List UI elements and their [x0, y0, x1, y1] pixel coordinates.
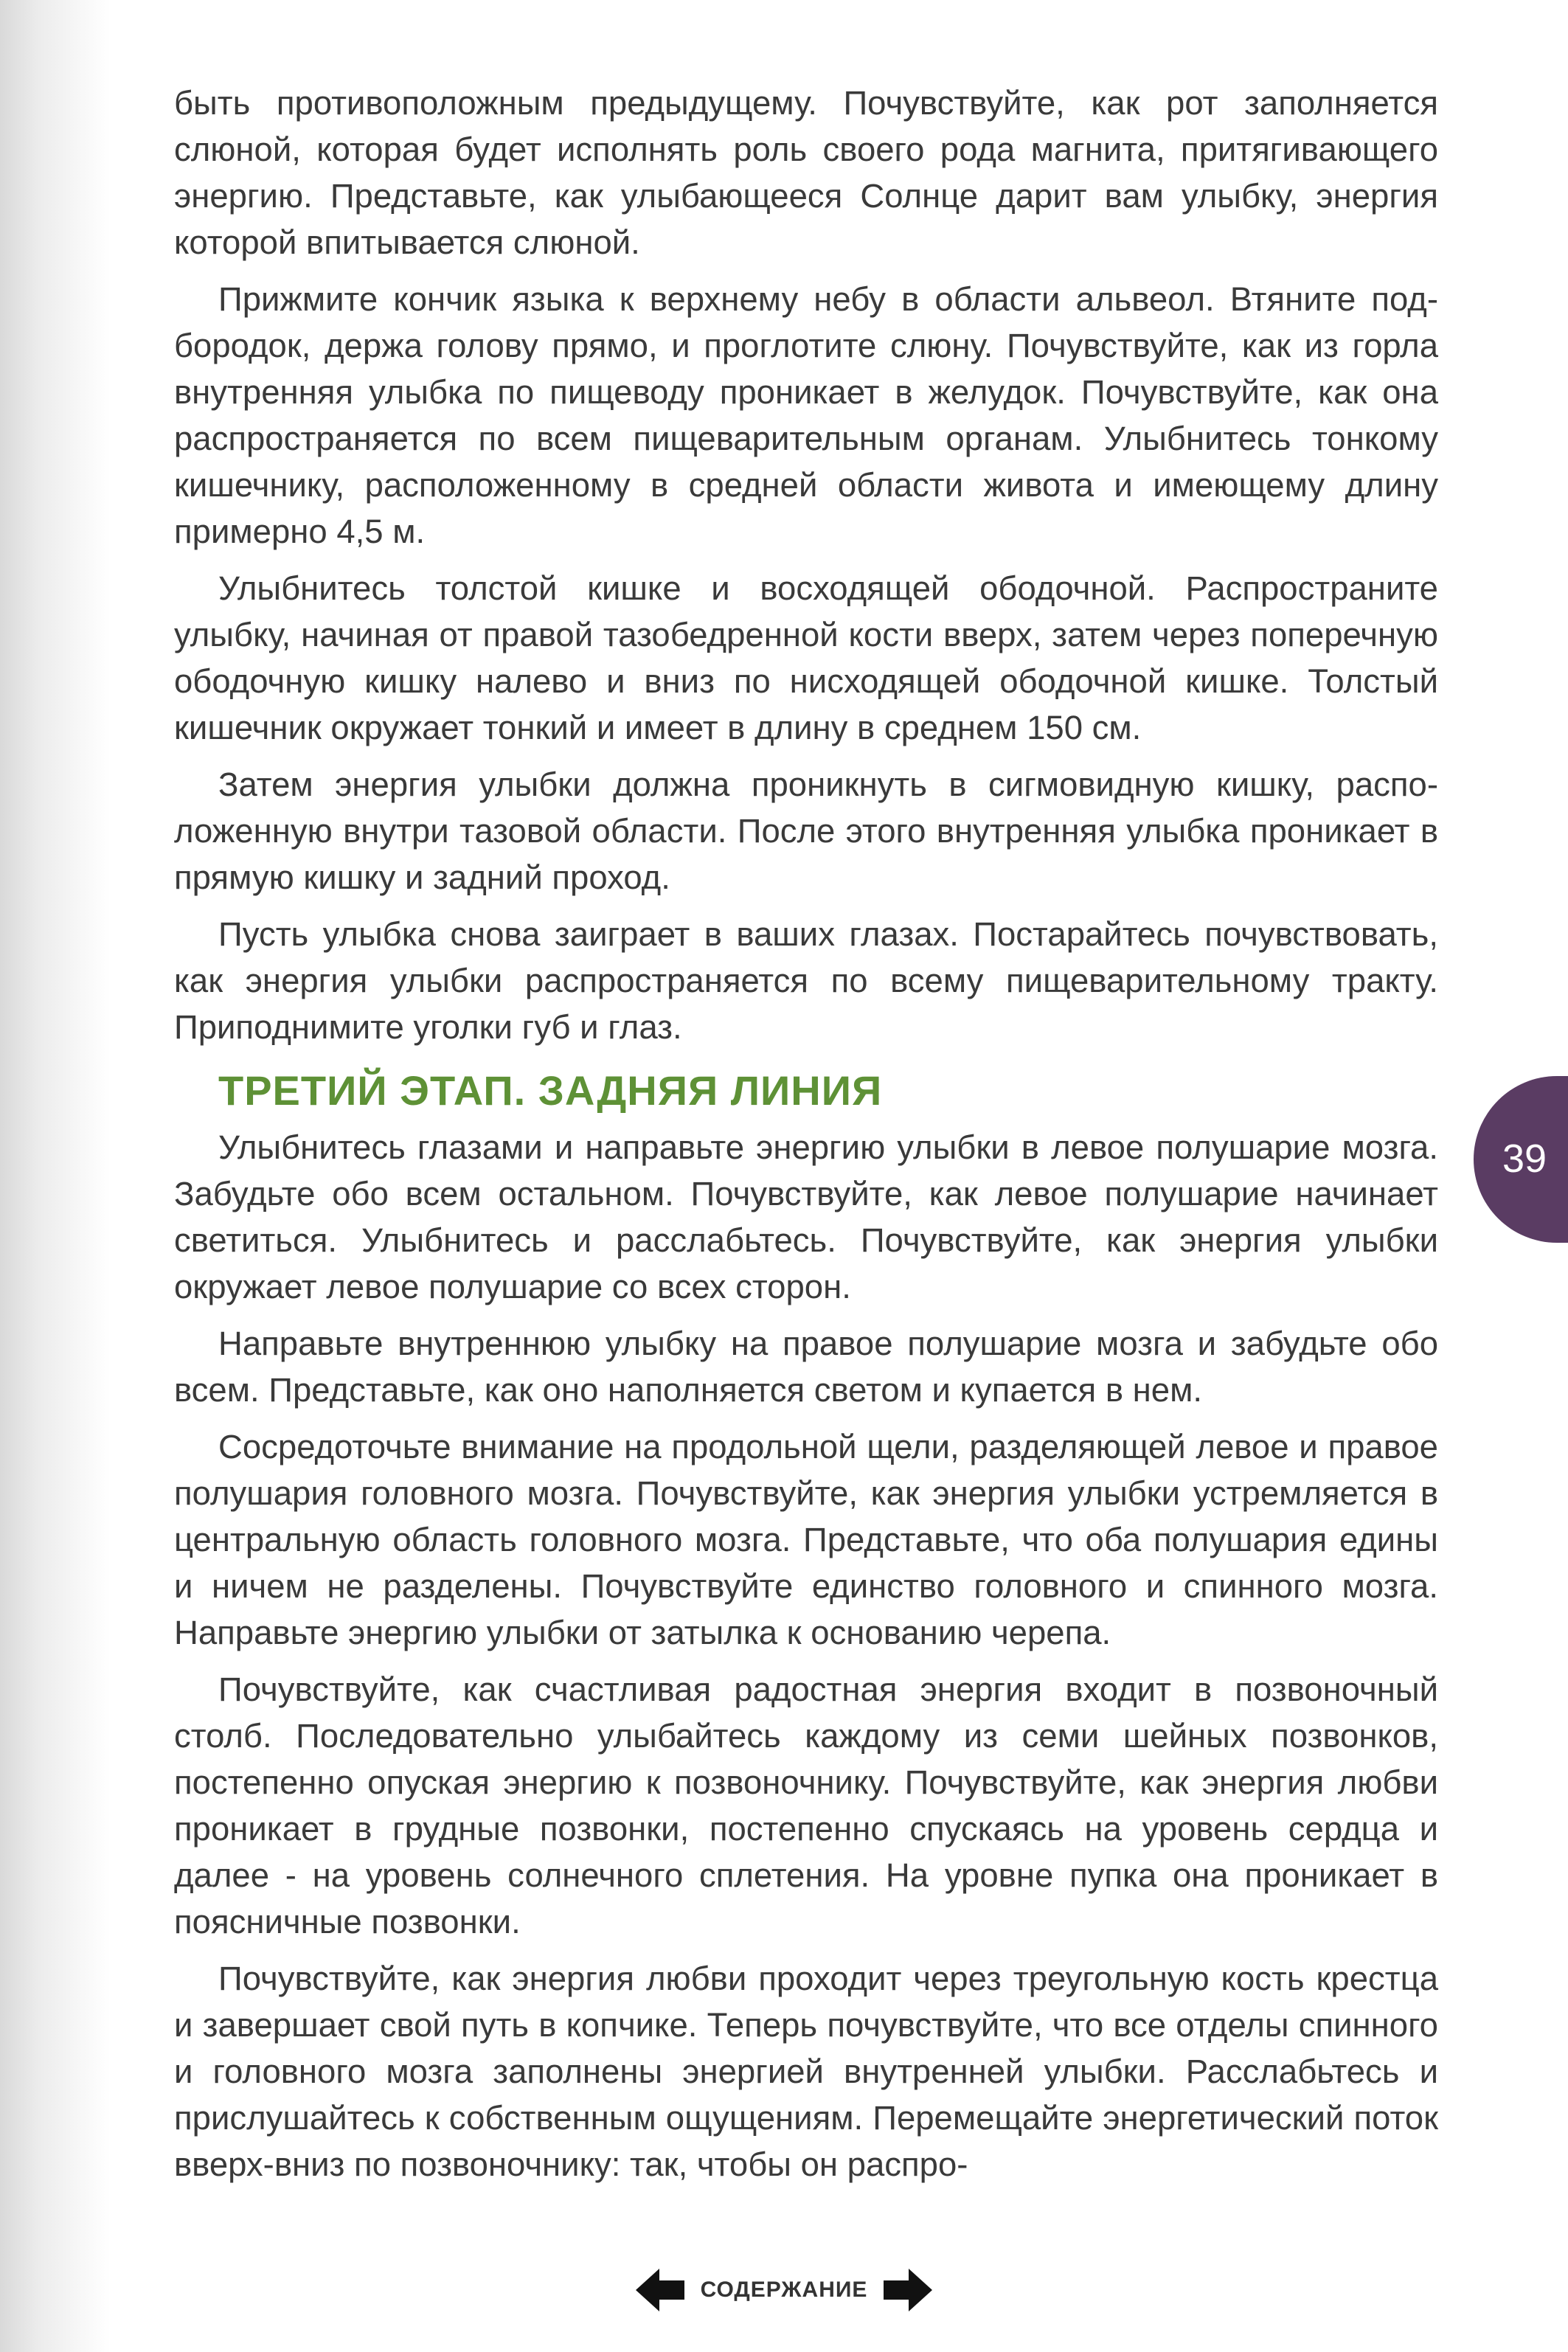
paragraph: Почувствуйте, как энергия любви проходит через треугольную кость крестца и завершает свой путь в копчике. Теперь почувствуйте, что все отделы спинного и головного мозга заполнены энергией внутренней улыбки. Расслабьтесь и прислушайтесь к собственным ощущениям. Перемещайте энергетический поток вверх-вниз по позвоночнику: так, чтобы он распро-: [174, 1960, 1438, 2183]
paragraph: быть противоположным предыдущему. Почувствуйте, как рот заполняется слюной, которая будет исполнять роль своего рода магнита, притягивающего энергию. Представьте, как улыбающееся Солнце дарит вам улыбку, энергия которой впитывается слюной.: [174, 84, 1438, 261]
page-body: [174, 80, 1438, 2198]
paragraph: Направьте внутреннюю улыбку на правое полушарие мозга и забудьте обо всем. Представьте, как оно наполняется светом и купается в нем.: [174, 1325, 1438, 1409]
footer-navigation: [0, 2264, 1568, 2316]
paragraph: Улыбнитесь глазами и направьте энергию улыбки в левое полушарие мозга. Забудьте обо всем остальном. Почувствуйте, как левое полушарие начинает светиться. Улыбнитесь и расслабьтесь. Почувствуйте, как энергия улыбки окружает левое полушарие со всех сторон.: [174, 1128, 1438, 1305]
paragraph: Почувствуйте, как счастливая радостная энергия входит в позвоночный столб. Последовательно улыбайтесь каждому из семи шейных позвонков, постепенно опуская энергию к позвоночнику. Почувствуйте, как энергия любви проникает в грудные позвонки, постепенно спускаясь на уровень сердца и далее - на уровень солнечного сплетения. На уровне пупка она проникает в поясничные позвонки.: [174, 1671, 1438, 1940]
arrow-left-icon[interactable]: [634, 2264, 686, 2316]
section-heading: ТРЕТИЙ ЭТАП. ЗАДНЯЯ ЛИНИЯ: [218, 1067, 883, 1114]
paragraph: Прижмите кончик языка к верхнему небу в области альвеол. Втяните подбородок, держа голову прямо, и проглотите слюну. Почувствуйте, как из горла внутренняя улыбка по пищеводу проникает в желудок. Почувствуйте, как она распространяется по всем пищеварительным органам. Улыбнитесь тонкому кишечнику, расположенному в средней области живота и имеющему длину примерно 4,5 м.: [174, 280, 1438, 550]
paragraph: Затем энергия улыбки должна проникнуть в сигмовидную кишку, расположенную внутри тазовой области. После этого внутренняя улыбка проникает в прямую кишку и задний проход.: [174, 766, 1438, 896]
arrow-right-icon[interactable]: [882, 2264, 934, 2316]
page-number: 39: [1502, 1137, 1547, 1181]
book-spine-shadow: [0, 0, 111, 2352]
contents-link[interactable]: СОДЕРЖАНИЕ: [700, 2278, 868, 2302]
paragraph: Улыбнитесь толстой кишке и восходящей ободочной. Распространите улыбку, начиная от правой тазобедренной кости вверх, затем через поперечную ободочную кишку налево и вниз по нисходящей ободочной кишке. Толстый кишечник окружает тонкий и имеет в длину в среднем 150 см.: [174, 569, 1438, 746]
paragraph: Пусть улыбка снова заиграет в ваших глазах. Постарайтесь почувствовать, как энергия улыбки распространяется по всему пищеварительному тракту. Приподнимите уголки губ и глаз.: [174, 915, 1438, 1046]
paragraph: Сосредоточьте внимание на продольной щели, разделяющей левое и правое полушария головного мозга. Почувствуйте, как энергия улыбки устремляется в центральную область головного мозга. Представьте, что оба полушария едины и ничем не разделены. Почувствуйте единство головного и спинного мозга. Направьте энергию улыбки от затылка к основанию черепа.: [174, 1428, 1438, 1651]
